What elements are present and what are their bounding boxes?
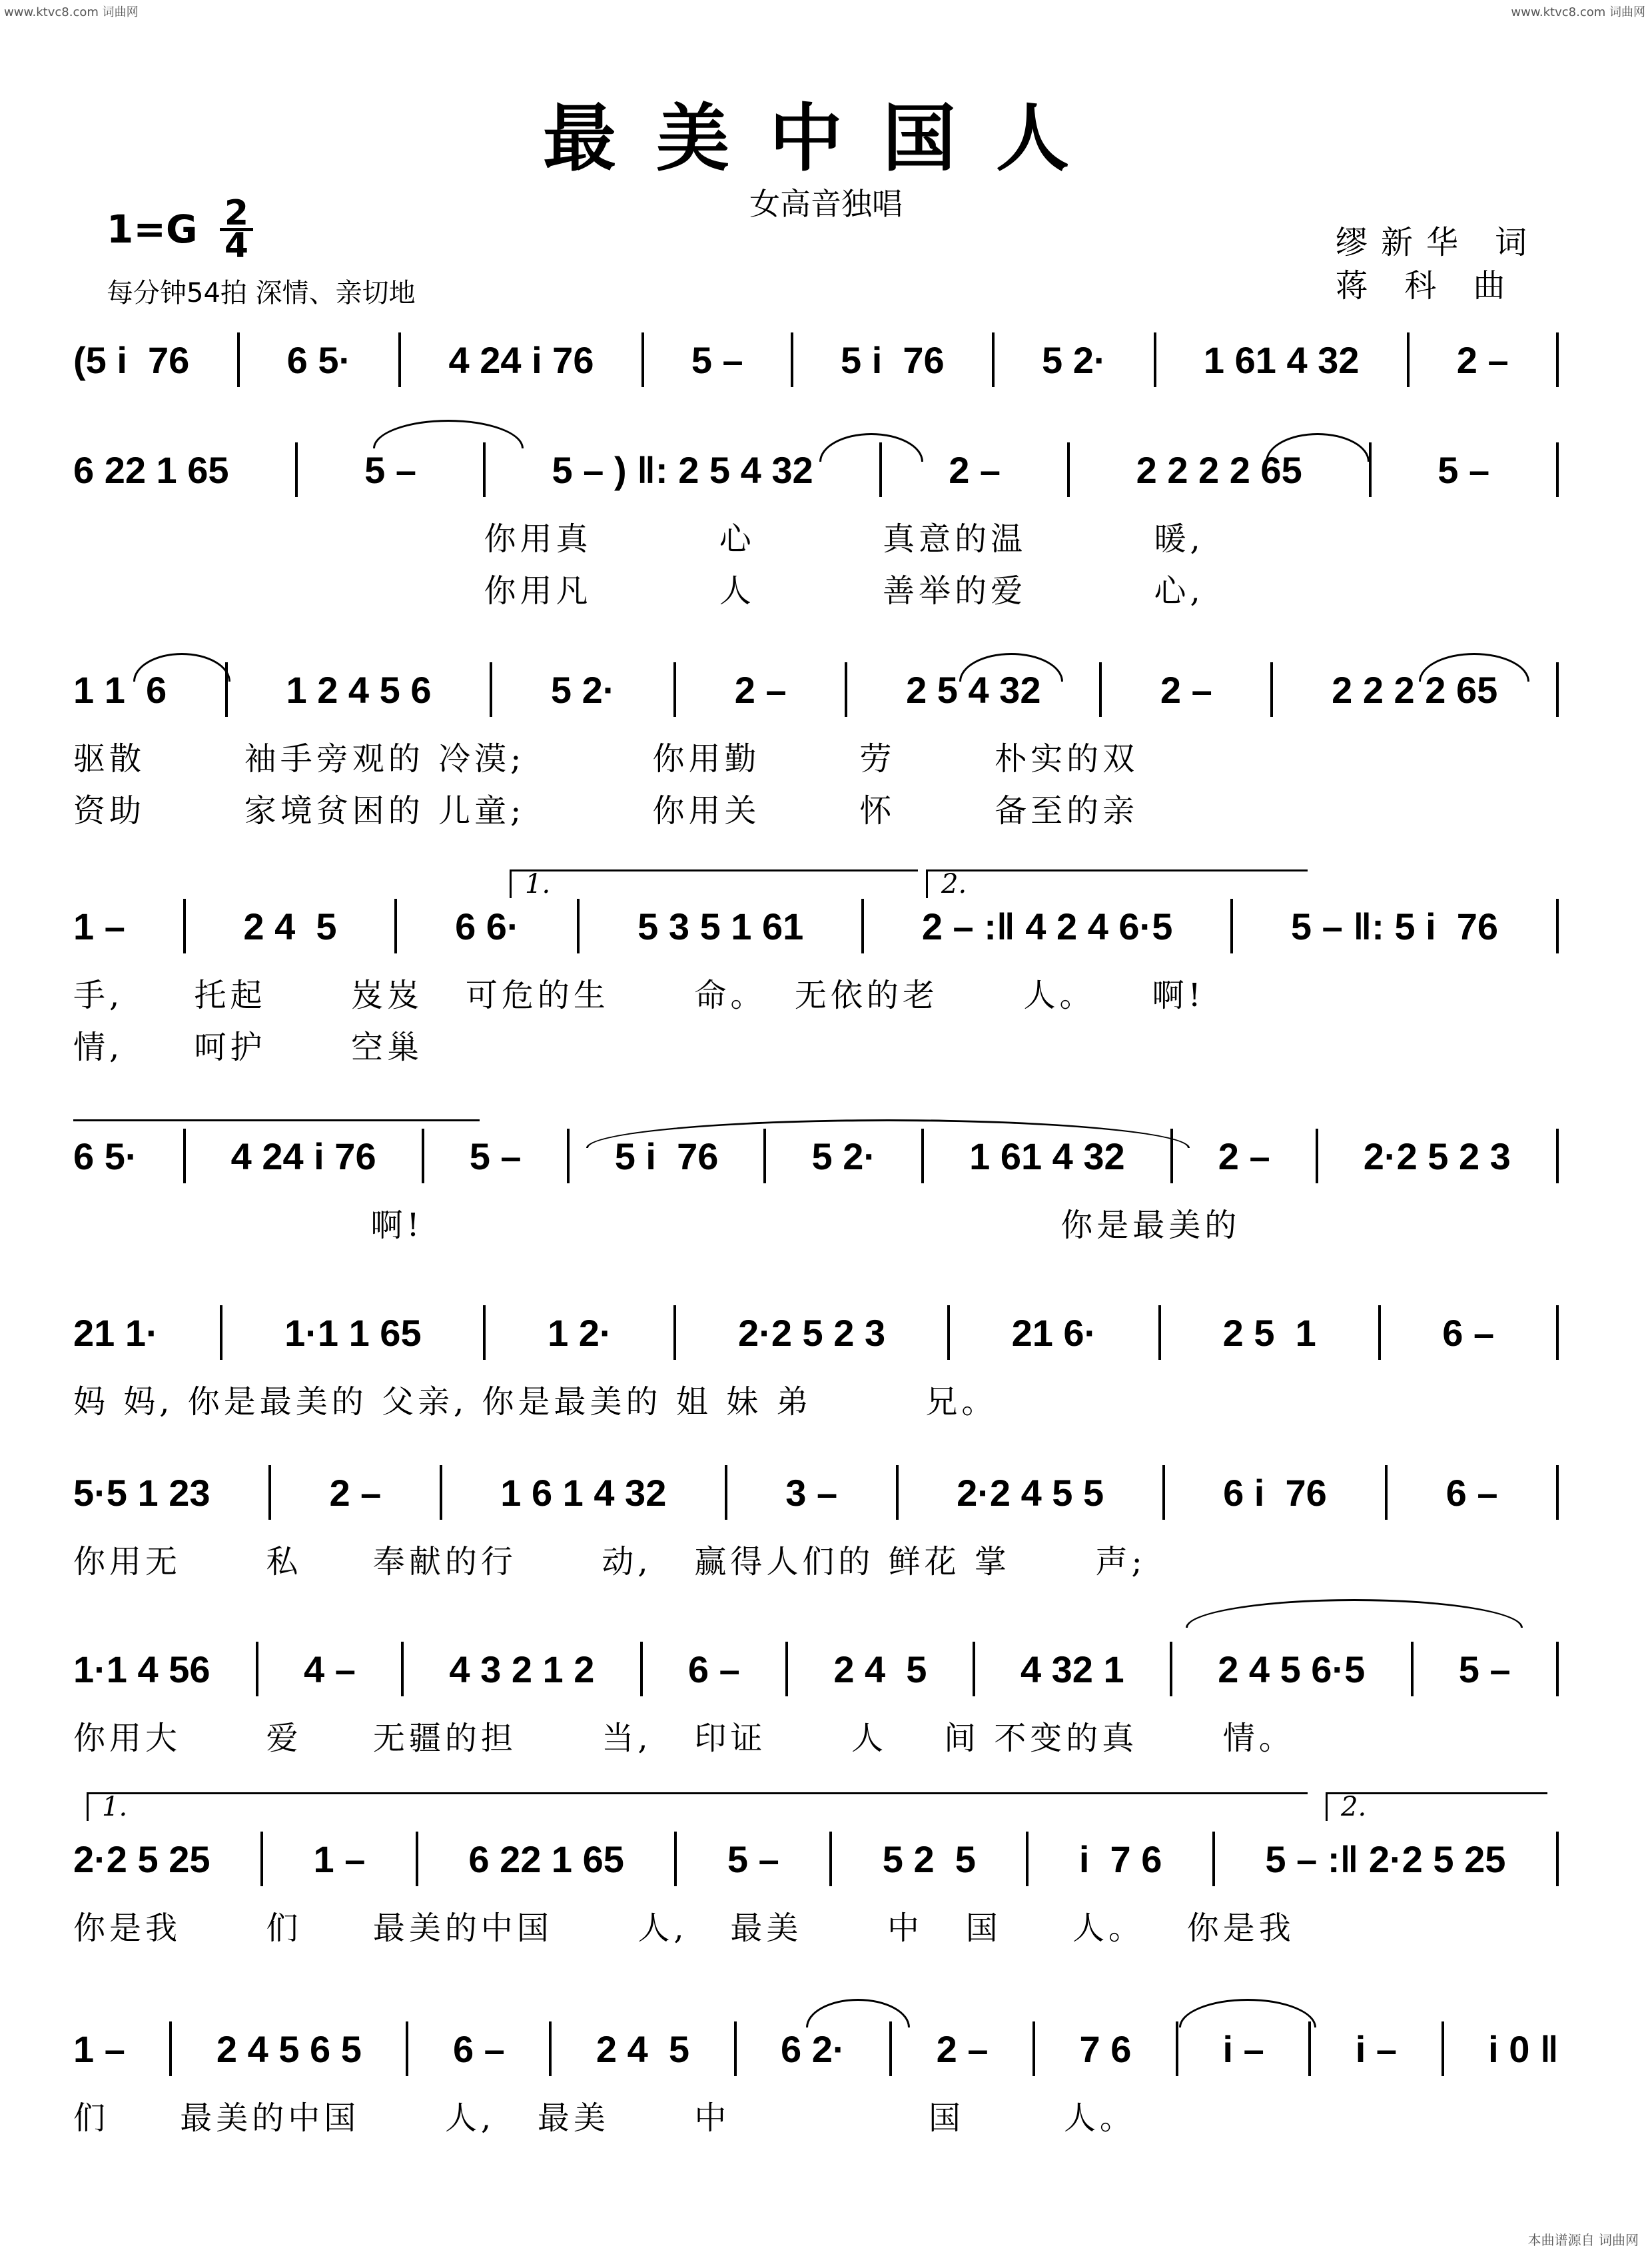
barline <box>1230 899 1233 953</box>
barline <box>1026 1832 1029 1886</box>
measure: 2 4 5 6 5 <box>216 2027 362 2070</box>
barline <box>791 332 793 387</box>
tie-mark <box>959 653 1063 682</box>
measure: 5 – <box>1438 448 1490 491</box>
measure: (5 i 76 <box>73 338 190 381</box>
measure: 4 24 i 76 <box>230 1135 376 1177</box>
barline <box>1385 1465 1388 1520</box>
barline <box>406 2021 408 2076</box>
measure: 1·1 4 56 <box>73 1648 210 1690</box>
time-signature-bottom: 4 <box>224 226 249 266</box>
measure: 5 2· <box>1042 338 1106 381</box>
score-row <box>73 330 1559 390</box>
barline <box>829 1832 832 1886</box>
measure: 6 22 1 65 <box>468 1838 624 1880</box>
measure: i 0 ‖ <box>1488 2027 1559 2070</box>
tie-mark <box>373 420 524 448</box>
lyric-line: 手, 托起 岌岌 可危的生 命。 无依的老 人。 啊! <box>73 977 1205 1014</box>
measure: 5 2· <box>550 668 616 711</box>
measure: 1·1 1 65 <box>284 1311 422 1354</box>
measure: 4 32 1 <box>1020 1648 1124 1690</box>
barline <box>549 2021 552 2076</box>
measure: 6 – <box>687 1648 740 1690</box>
tie-mark <box>819 433 923 462</box>
measure: 5 – <box>1458 1648 1511 1690</box>
barline <box>1556 1465 1559 1520</box>
barline <box>416 1832 418 1886</box>
volta-first-b: 1. <box>87 1792 1308 1821</box>
barline <box>1154 332 1156 387</box>
measure: 2 4 5 6·5 <box>1218 1648 1366 1690</box>
barline <box>422 1129 424 1183</box>
footer-source: 本曲谱源自 词曲网 <box>1527 2232 1639 2248</box>
measure: 1 – <box>313 1838 366 1880</box>
barline <box>1099 662 1102 717</box>
measure: 5 – ) ‖: 2 5 4 32 <box>552 448 813 491</box>
barline <box>483 1305 486 1360</box>
key-signature: 1=G <box>107 207 198 252</box>
tie-mark <box>133 653 230 682</box>
measure: 5 3 5 1 61 <box>637 905 804 947</box>
measure: 4 – <box>304 1648 356 1690</box>
measure: 2 2 2 2 65 <box>1136 448 1302 491</box>
barline <box>1316 1129 1318 1183</box>
barline <box>577 899 580 953</box>
barline <box>1308 2021 1311 2076</box>
measure: 6 6· <box>455 905 520 947</box>
barline <box>1556 442 1559 497</box>
volta-second-b: 2. <box>1326 1792 1547 1821</box>
barline <box>1556 662 1559 717</box>
barline <box>183 1129 186 1183</box>
barline <box>1411 1642 1414 1696</box>
barline <box>1162 1465 1165 1520</box>
measure: 5 i 76 <box>841 338 945 381</box>
barline <box>401 1642 404 1696</box>
continuation-line <box>73 1119 480 1121</box>
lyric-line: 你用大 爱 无疆的担 当, 印证 人 间 不变的真 情。 <box>73 1720 1295 1757</box>
measure: 2 5 1 <box>1222 1311 1316 1354</box>
barline <box>1556 1305 1559 1360</box>
measure: 6 – <box>1446 1471 1498 1514</box>
barline <box>398 332 401 387</box>
measure: 5 – <box>691 338 743 381</box>
measure: 3 – <box>785 1471 838 1514</box>
site-watermark-right: www.ktvc8.com 词曲网 <box>1511 5 1645 19</box>
measure: 1 61 4 32 <box>1203 338 1360 381</box>
barline <box>889 2021 892 2076</box>
score-row <box>73 1462 1559 1522</box>
measure: 1 1 6 <box>73 668 167 711</box>
measure: 2 – <box>1218 1135 1270 1177</box>
barline <box>641 332 644 387</box>
measure: 1 61 4 32 <box>969 1135 1125 1177</box>
measure: 5·5 1 23 <box>73 1471 210 1514</box>
barline <box>674 1832 677 1886</box>
barline <box>896 1465 899 1520</box>
lyricist-credit: 缪新华 词 <box>1336 224 1541 261</box>
tie-mark <box>1266 433 1370 462</box>
measure: 1 2 4 5 6 <box>286 668 432 711</box>
barline <box>1270 662 1273 717</box>
score-row <box>73 1829 1559 1889</box>
barline <box>1407 332 1410 387</box>
site-watermark-left: www.ktvc8.com 词曲网 <box>4 5 139 19</box>
measure: 6 – <box>1442 1311 1495 1354</box>
barline <box>1158 1305 1161 1360</box>
lyric-line: 你用真 心 真意的温 暖, <box>73 520 1204 558</box>
measure: 2 4 5 <box>243 905 337 947</box>
barline <box>237 332 240 387</box>
barline <box>1212 1832 1215 1886</box>
barline <box>845 662 847 717</box>
barline <box>1556 1642 1559 1696</box>
barline <box>1176 2021 1178 2076</box>
measure: 5 – :‖ 2·2 5 25 <box>1265 1838 1506 1880</box>
measure: 21 1· <box>73 1311 159 1354</box>
measure: 5 i 76 <box>614 1135 719 1177</box>
measure: 1 2· <box>548 1311 612 1354</box>
lyric-line: 你用无 私 奉献的行 动, 赢得人们的 鲜花 掌 声; <box>73 1543 1146 1580</box>
measure: 2 – <box>734 668 787 711</box>
measure: i 7 6 <box>1078 1838 1162 1880</box>
measure: 7 6 <box>1079 2027 1132 2070</box>
measure: 6 i 76 <box>1223 1471 1327 1514</box>
notation-line <box>73 1639 1559 1699</box>
measure: 2 4 5 <box>833 1648 927 1690</box>
barline <box>394 899 397 953</box>
barline <box>1170 1642 1172 1696</box>
notation-line <box>73 330 1559 390</box>
lyric-line: 妈 妈, 你是最美的 父亲, 你是最美的 姐 妹 弟 兄。 <box>73 1383 998 1420</box>
barline <box>734 2021 737 2076</box>
volta-first-a: 1. <box>510 869 918 898</box>
tie-mark <box>806 1999 910 2027</box>
measure: 5 2· <box>811 1135 876 1177</box>
song-title: 最美中国人 <box>543 96 1109 181</box>
measure: 6 5· <box>286 338 352 381</box>
barline <box>673 662 676 717</box>
barline <box>1170 1129 1173 1183</box>
score-row <box>73 2019 1559 2079</box>
measure: 1 6 1 4 32 <box>500 1471 667 1514</box>
barline <box>183 899 186 953</box>
barline <box>1442 2021 1444 2076</box>
barline <box>673 1305 676 1360</box>
measure: 4 24 i 76 <box>448 338 594 381</box>
barline <box>256 1642 258 1696</box>
barline <box>295 442 298 497</box>
measure: 2 2 2 2 65 <box>1332 668 1498 711</box>
measure: 2 – <box>329 1471 382 1514</box>
lyric-line: 你是我 们 最美的中国 人, 最美 中 国 人。 你是我 <box>73 1910 1295 1947</box>
measure: 6 – <box>452 2027 505 2070</box>
measure: 2 – <box>1456 338 1509 381</box>
tempo-marking: 每分钟54拍 深情、亲切地 <box>107 278 416 308</box>
notation-line <box>73 2019 1559 2079</box>
measure: 5 – <box>364 448 416 491</box>
barline <box>1556 1832 1559 1886</box>
measure: 1 – <box>73 2027 125 2070</box>
barline <box>220 1305 222 1360</box>
measure: 4 3 2 1 2 <box>449 1648 595 1690</box>
lyric-line: 驱散 袖手旁观的 冷漠; 你用勤 劳 朴实的双 <box>73 740 1139 778</box>
barline <box>483 442 486 497</box>
measure: 2 – :‖ 4 2 4 6·5 <box>921 905 1173 947</box>
measure: 6 22 1 65 <box>73 448 229 491</box>
measure: 2·2 4 5 5 <box>957 1471 1104 1514</box>
tie-mark <box>1186 1599 1523 1628</box>
measure: 6 2· <box>781 2027 845 2070</box>
notation-line <box>73 660 1559 720</box>
measure: 2 5 4 32 <box>906 668 1041 711</box>
barline <box>947 1305 950 1360</box>
notation-line <box>73 1829 1559 1889</box>
song-subtitle: 女高音独唱 <box>749 186 903 222</box>
barline <box>1378 1305 1381 1360</box>
measure: i – <box>1355 2027 1398 2070</box>
measure: 2·2 5 25 <box>73 1838 210 1880</box>
volta-second-a: 2. <box>926 869 1308 898</box>
composer-credit: 蒋 科 曲 <box>1336 267 1519 304</box>
barline <box>260 1832 263 1886</box>
barline <box>169 2021 172 2076</box>
notation-line <box>73 1462 1559 1522</box>
measure: 2 – <box>1160 668 1212 711</box>
score-row <box>73 896 1559 956</box>
score-row <box>73 660 1559 720</box>
measure: 2·2 5 2 3 <box>738 1311 886 1354</box>
tie-mark <box>586 1119 1190 1148</box>
time-signature-top: 2 <box>220 199 253 231</box>
score-row <box>73 1303 1559 1363</box>
barline <box>268 1465 271 1520</box>
measure: 5 2 5 <box>882 1838 976 1880</box>
measure: 21 6· <box>1011 1311 1097 1354</box>
score-row <box>73 1639 1559 1699</box>
measure: 6 5· <box>73 1135 138 1177</box>
lyric-line: 们 最美的中国 人, 最美 中 国 人。 <box>73 2099 1136 2137</box>
measure: 2·2 5 2 3 <box>1363 1135 1511 1177</box>
measure: 5 – <box>469 1135 522 1177</box>
barline <box>640 1642 643 1696</box>
lyric-line: 啊! 你是最美的 <box>73 1207 1241 1244</box>
time-signature <box>220 193 253 266</box>
notation-line <box>73 1303 1559 1363</box>
barline <box>1369 442 1372 497</box>
lyric-line: 你用凡 人 善举的爱 心, <box>73 572 1204 610</box>
barline <box>1556 899 1559 953</box>
barline <box>992 332 995 387</box>
notation-line <box>73 896 1559 956</box>
tie-mark <box>1419 653 1529 682</box>
barline <box>1556 1129 1559 1183</box>
barline <box>490 662 492 717</box>
measure: i – <box>1222 2027 1264 2070</box>
measure: 1 – <box>73 905 125 947</box>
barline <box>861 899 864 953</box>
measure: 2 – <box>949 448 1001 491</box>
barline <box>1032 2021 1035 2076</box>
measure: 2 4 5 <box>596 2027 689 2070</box>
barline <box>1067 442 1070 497</box>
tie-mark <box>1179 1999 1316 2027</box>
lyric-line: 情, 呵护 空巢 <box>73 1029 424 1066</box>
lyric-line: 资助 家境贫困的 儿童; 你用关 怀 备至的亲 <box>73 792 1139 830</box>
measure: 5 – ‖: 5 i 76 <box>1290 905 1499 947</box>
barline <box>785 1642 788 1696</box>
measure: 2 – <box>936 2027 989 2070</box>
barline <box>567 1129 570 1183</box>
measure: 5 – <box>727 1838 779 1880</box>
barline <box>1556 332 1559 387</box>
barline <box>973 1642 975 1696</box>
barline <box>725 1465 727 1520</box>
barline <box>440 1465 442 1520</box>
